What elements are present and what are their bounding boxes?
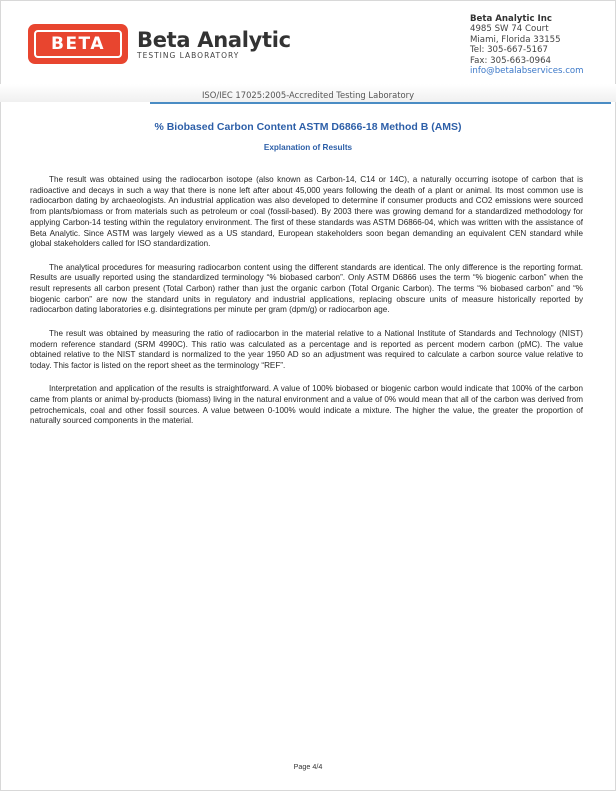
company-logo: [28, 24, 291, 64]
page-number: Page 4/4: [293, 762, 323, 771]
contact-block: [470, 14, 584, 76]
fax: Fax: 305-663-0964: [470, 55, 552, 66]
logo-name: Beta Analytic: [137, 27, 291, 52]
telephone: Tel: 305-667-5167: [470, 45, 548, 56]
paragraph: The result was obtained by measuring the ratio of radiocarbon in the material relative to a National Institute of Standards and Technology (NIST) modern reference standard (SRM 4990C). This ratio was calculated as a percentage and is reported as percent modern carbon (pMC). The value obtained relative to the NIST standard is normalized to the year 1950 AD so an adjustment was required to calculate a carbon source value relative to today. This factor is listed on the report sheet as the terminology “REF”.: [30, 328, 583, 370]
email-link[interactable]: info@betalabservices.com: [470, 66, 584, 77]
paragraph: The analytical procedures for measuring radiocarbon content using the different standards are identical. The only difference is the reporting format. Results are usually reported using the standardized terminology “% biobased carbon”. Only ASTM D6866 uses the term “% biogenic carbon” when the result represents all carbon present (Total Carbon) rather than just the organic carbon (Total Organic Carbon). The terms “% biobased carbon” and “% biogenic carbon” are now the standard units in regulatory and industrial applications, replacing obscure units of measure historically reported by radiocarbon dating laboratories e.g. disintegrations per minute per gram (dpm/g) or radiocarbon age.: [30, 262, 583, 315]
paragraph: Interpretation and application of the results is straightforward. A value of 100% biobased or biogenic carbon would indicate that 100% of the carbon came from plants or animal by-products (biomass) living in the natural environment and a value of 0% would mean that all of the carbon was derived from petrochemicals, coal and other fossil sources. A value between 0-100% would indicate a mixture. The higher the value, the greater the proportion of naturally sourced components in the material.: [30, 384, 583, 426]
body-text: [30, 175, 583, 440]
address-line-2: Miami, Florida 33155: [470, 34, 561, 45]
header-rule: [150, 102, 611, 104]
logo-wordmark: [137, 29, 291, 60]
accreditation-line: ISO/IEC 17025:2005-Accredited Testing Laboratory: [201, 90, 415, 100]
document-title: % Biobased Carbon Content ASTM D6866-18 Method B (AMS): [154, 121, 462, 133]
address-line-1: 4985 SW 74 Court: [470, 24, 549, 35]
logo-mark: [28, 24, 128, 64]
document-subtitle: Explanation of Results: [263, 143, 353, 152]
logo-mark-text: BETA: [34, 30, 122, 58]
company-name: Beta Analytic Inc: [470, 14, 552, 24]
paragraph: The result was obtained using the radiocarbon isotope (also known as Carbon-14, C14 or 14C), a naturally occurring isotope of carbon that is radioactive and decays in such a way that there is none left after about 45,000 years following the death of a plant or animal. Its most common use is radiocarbon dating by archaeologists. An industrial application was also developed to determine if consumer products and CO2 emissions were sourced from plants/biomass or from materials such as petroleum or coal (fossil-based). By 2003 there was growing demand for a standardized methodology for applying Carbon-14 testing within the regulatory environment. The first of these standards was ASTM D6866-04, which was written with the assistance of Beta Analytic. Since ASTM was largely viewed as a US standard, European stakeholders soon began demanding an equivalent CEN standard while global stakeholders called for ISO standardization.: [30, 175, 583, 249]
logo-subtitle: TESTING LABORATORY: [137, 50, 240, 60]
